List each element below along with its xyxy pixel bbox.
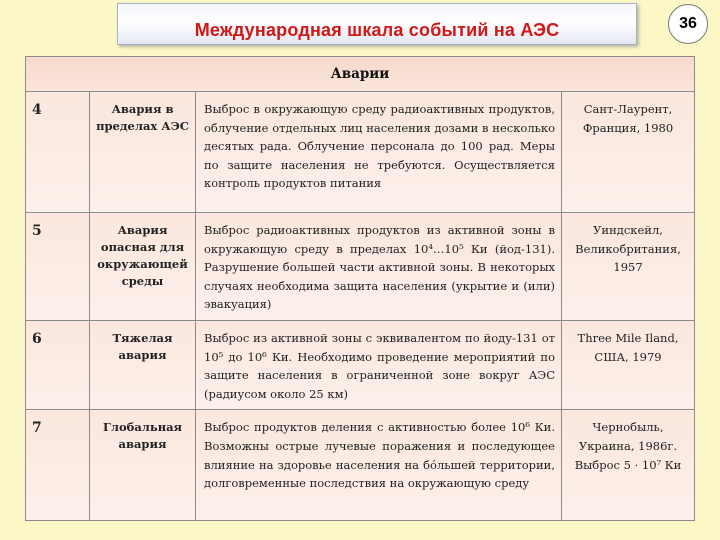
page-number-badge: 36 [668, 4, 708, 44]
table-row [26, 320, 695, 409]
accident-name-cell: Тяжелая авария [90, 320, 196, 409]
slide-title-box [117, 3, 637, 45]
table-row [26, 92, 695, 213]
table-row [26, 213, 695, 321]
example-cell: Чернобыль, Украина, 1986г. Выброс 5 · 10⁷ Ки [562, 410, 695, 521]
description-cell: Выброс из активной зоны с эквивалентом по йоду-131 от 10⁵ до 10⁶ Ки. Необходимо проведение мероприятий по защите населения в ограниченной зоне вокруг АЭС (радиусом около 25 км) [196, 320, 562, 409]
description-cell: Выброс продуктов деления с активностью более 10⁶ Ки. Возможны острые лучевые поражения и последующее влияние на здоровье населения на бóльшей территории, долговременные последствия на окружающую среду [196, 410, 562, 521]
accident-name-cell: Авария в пределах АЭС [90, 92, 196, 213]
level-cell: 4 [26, 92, 90, 213]
example-cell: Сант-Лаурент, Франция, 1980 [562, 92, 695, 213]
level-cell: 7 [26, 410, 90, 521]
level-cell: 6 [26, 320, 90, 409]
accident-name-cell: Глобальная авария [90, 410, 196, 521]
section-heading: Аварии [26, 57, 695, 92]
description-cell: Выброс в окружающую среду радиоактивных продуктов, облучение отдельных лиц населения дозами в несколько десятых рада. Облучение персонала до 100 рад. Меры по защите населения не требуются. Осуществляется контроль продуктов питания [196, 92, 562, 213]
example-cell: Уиндскейл, Великобритания, 1957 [562, 213, 695, 321]
accident-name-cell: Авария опасная для окружающей среды [90, 213, 196, 321]
table-row [26, 410, 695, 521]
table-header-row [26, 57, 695, 92]
example-cell: Three Mile Iland, США, 1979 [562, 320, 695, 409]
event-scale-table [25, 56, 695, 521]
level-cell: 5 [26, 213, 90, 321]
description-cell: Выброс радиоактивных продуктов из активной зоны в окружающую среду в пределах 10⁴…10⁵ Ки (йод-131). Разрушение большей части активной зоны. В некоторых случаях необходима защита населения (укрытие и (или) эвакуация) [196, 213, 562, 321]
slide-title: Международная шкала событий на АЭС [194, 20, 560, 40]
